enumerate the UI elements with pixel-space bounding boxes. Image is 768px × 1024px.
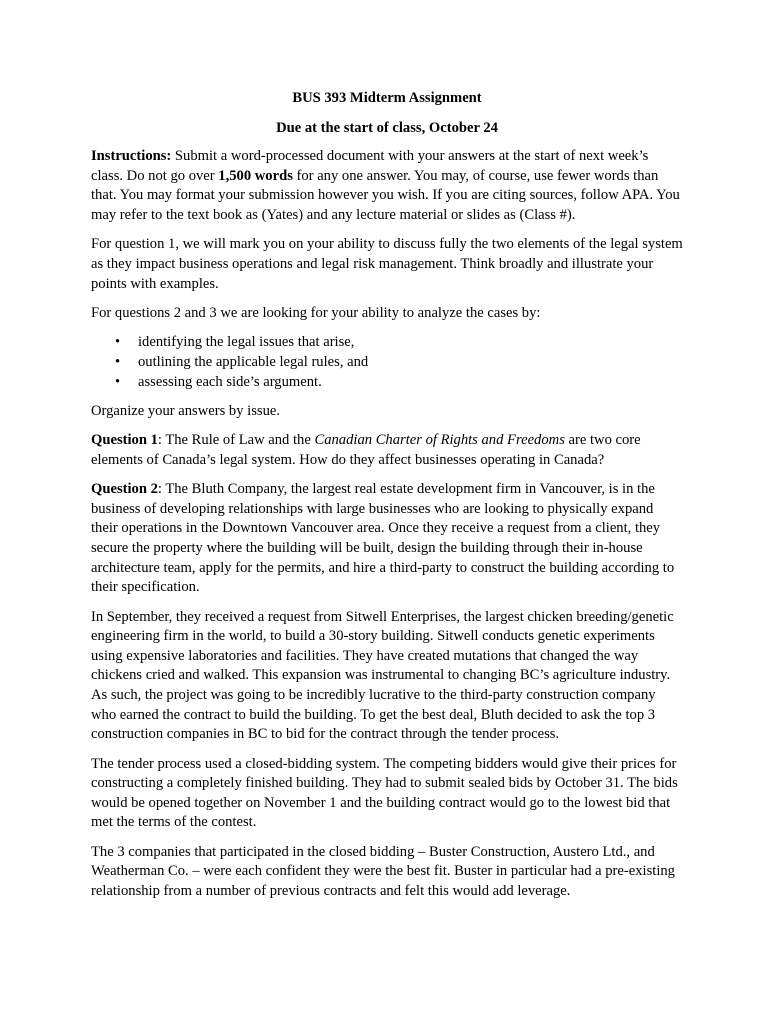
- word-limit: 1,500 words: [218, 167, 293, 184]
- document-title: BUS 393 Midterm Assignment: [292, 90, 482, 106]
- instructions-text-2: for any one answer. You may, of course, use fewer words than that. You may format your submission however you wish. If you are citing sources, follow APA. You may refer to the text book as (Yates) and any lecture material or slides as (Class #).: [91, 167, 680, 223]
- due-date-subtitle: Due at the start of class, October 24: [276, 119, 498, 136]
- question2-text: : The Bluth Company, the largest real estate development firm in Vancouver, is in the business of developing relationships with large businesses who are looking to physically expand their operations in the Downtown Vancouver area. Once they receive a request from a client, they secure the property where the building will be built, design the building through their in-house architecture team, apply for the permits, and hire a third-party to construct the building according to their specification.: [91, 481, 675, 596]
- instructions-label: Instructions:: [91, 148, 172, 165]
- question1-text-1: : The Rule of Law and the: [157, 432, 315, 449]
- list-item: [91, 353, 683, 373]
- september-paragraph: In September, they received a request from Sitwell Enterprises, the largest chicken breeding/genetic engineering firm in the world, to build a 30-story building. Sitwell conducts genetic experiments using expensive laboratories and facilities. They have created mutations that changed the way chickens cried and walked. This expansion was instrumental to changing BC’s agriculture industry. As such, the project was going to be incredibly lucrative to the third-party construction company who earned the contract to build the building. To get the best deal, Bluth decided to ask the top 3 construction companies in BC to bid for the contract through the tender process.: [91, 608, 674, 743]
- tender-process-paragraph: The tender process used a closed-bidding system. The competing bidders would give their prices for constructing a completely finished building. They had to submit sealed bids by October 31. The bids would be opened together on November 1 and the building contract would go to the lowest bid that met the terms of the contest.: [91, 755, 678, 831]
- list-item: [91, 373, 683, 393]
- question1-label: Question 1: [91, 432, 158, 449]
- question1-text-2: are two core elements of Canada’s legal system. How do they affect businesses operating in Canada?: [91, 432, 641, 468]
- list-item-text: assessing each side’s argument.: [138, 373, 322, 390]
- question1-paragraph: [91, 431, 683, 470]
- question1-marking-paragraph: For question 1, we will mark you on your ability to discuss fully the two elements of the legal system as they impact business operations and legal risk management. Think broadly and illustrate your points with examples.: [91, 236, 683, 292]
- analysis-criteria-list: [91, 333, 683, 392]
- list-item: [91, 333, 683, 353]
- organize-instruction: Organize your answers by issue.: [91, 402, 280, 419]
- bullet-icon: •: [115, 373, 121, 390]
- bullet-icon: •: [115, 334, 121, 351]
- question2-label: Question 2: [91, 481, 158, 498]
- instructions-paragraph: [91, 147, 683, 225]
- question2-paragraph: [91, 480, 683, 598]
- document-body: [91, 89, 683, 911]
- bullet-icon: •: [115, 353, 121, 370]
- list-item-text: outlining the applicable legal rules, and: [138, 353, 369, 370]
- questions-2-3-intro: For questions 2 and 3 we are looking for your ability to analyze the cases by:: [91, 304, 541, 321]
- list-item-text: identifying the legal issues that arise,: [138, 334, 355, 351]
- instructions-text-1: Submit a word-processed document with your answers at the start of next week’s class. Do not go over: [91, 148, 649, 184]
- charter-title: Canadian Charter of Rights and Freedoms: [314, 432, 565, 449]
- bidding-companies-paragraph: The 3 companies that participated in the closed bidding – Buster Construction, Austero Ltd., and Weatherman Co. – were each confident they were the best fit. Buster in particular had a pre-existing relationship from a number of previous contracts and felt this would add leverage.: [91, 843, 675, 899]
